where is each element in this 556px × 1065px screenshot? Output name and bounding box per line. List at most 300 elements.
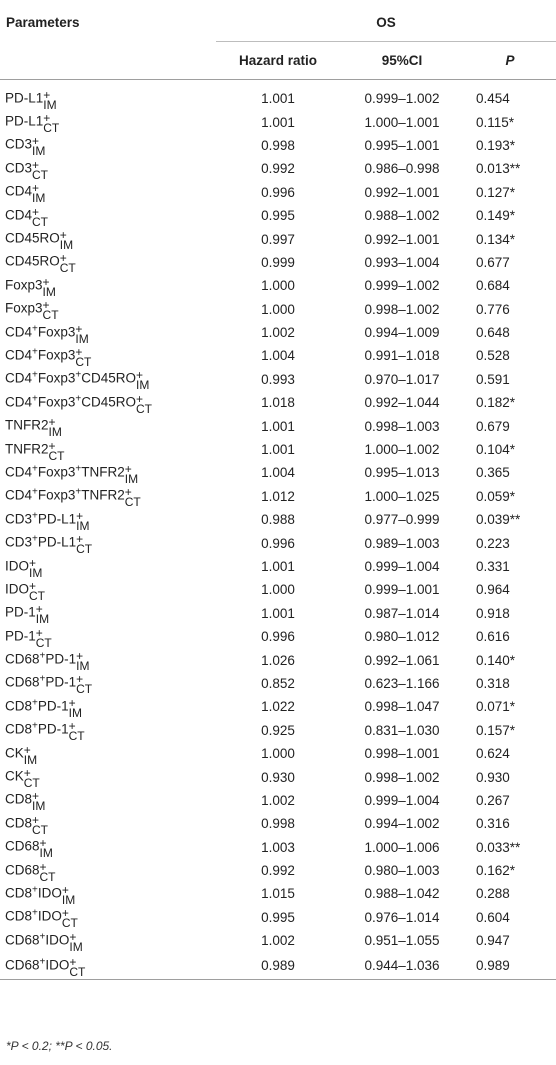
ci-cell: 0.623–1.166 [364,675,440,691]
parameter-positive-superscript: + [32,486,38,498]
parameter-positive-mark: + [32,789,40,804]
parameter-marker-text: TNFR2 [81,487,125,503]
parameter-region-stack [39,859,56,884]
p-value-cell: 0.331 [476,559,510,574]
parameter-positive-mark: + [76,508,84,523]
parameter-cell [0,414,216,440]
parameter-cell [0,508,216,531]
p-value-cell: 0.776 [476,301,510,317]
p-value-cell: 0.930 [476,769,510,785]
parameter-positive-mark: + [68,695,76,710]
parameter-region-stack [32,157,49,182]
table-row [0,531,556,554]
parameter-region-stack [42,274,56,299]
table-row [0,438,556,461]
parameter-region-stack [136,391,152,416]
hazard-ratio-cell: 1.026 [261,652,295,668]
table-row [0,836,556,859]
parameter-region-subscript: IM [75,331,89,346]
parameter-region-subscript: IM [124,471,139,486]
parameter-positive-mark: + [75,344,83,359]
hazard-ratio-cell: 1.018 [261,395,295,411]
table-row [0,461,556,484]
parameter-region-stack [69,929,83,954]
hazard-ratio-cell: 0.989 [216,952,340,980]
ci-cell: 0.987–1.014 [364,605,440,621]
parameter-region-subscript: CT [32,822,49,837]
parameter-region-subscript: IM [69,939,83,954]
parameter-positive-mark: + [32,812,40,827]
ci-cell: 0.999–1.002 [364,91,440,107]
parameter-cell [0,812,216,835]
parameter-region-stack [76,649,90,674]
ci-cell: 0.989–1.003 [364,535,440,551]
parameter-region-stack [75,321,89,346]
table-row [0,251,556,274]
hazard-ratio-cell: 1.001 [261,418,295,434]
parameter-marker-text: Foxp3 [37,324,76,340]
ci-header: 95%CI [340,42,464,80]
parameter-region-subscript: CT [75,354,92,369]
p-value-cell: 0.528 [476,348,510,364]
ci-cell: 0.999–1.004 [364,559,440,574]
parameter-marker-text: CD68 [5,862,40,878]
parameters-header-spacer [0,42,216,80]
parameter-marker-text: Foxp3 [5,300,43,316]
parameter-positive-mark: + [124,461,132,476]
parameter-positive-mark: + [23,766,31,781]
parameter-region-subscript: CT [76,682,93,697]
parameter-region-stack [48,438,65,463]
parameter-marker-text: PD-L1 [37,511,77,527]
ci-cell: 0.995–1.013 [364,465,440,481]
parameter-marker-text: PD-L1 [37,534,77,550]
table-row [0,298,556,321]
table-row [0,181,556,204]
parameter-positive-superscript: + [75,486,82,498]
parameter-cell [0,438,216,461]
parameter-positive-superscript: + [75,393,82,405]
parameter-positive-superscript: + [32,697,38,709]
hazard-ratio-cell: 1.000 [261,582,295,598]
ci-cell: 0.994–1.002 [364,816,440,832]
parameter-region-stack [59,251,76,276]
p-value-cell: 0.013** [476,161,521,177]
p-value-cell: 0.624 [476,746,510,762]
p-value-cell: 0.684 [476,278,510,294]
ci-cell: 0.977–0.999 [364,512,440,528]
table-row [0,765,556,788]
parameter-cell [0,742,216,765]
table-row [0,274,556,297]
parameter-marker-text: Foxp3 [37,370,76,386]
ci-cell: 0.998–1.002 [364,769,440,785]
os-group-header: OS [216,0,556,42]
ci-cell: 1.000–1.025 [364,488,440,504]
parameter-positive-mark: + [136,391,144,406]
parameter-region-stack [23,766,40,791]
p-value-cell: 0.964 [476,582,510,598]
hazard-ratio-cell: 1.001 [261,91,295,107]
table-row [0,695,556,718]
parameter-marker-text: PD-L1 [5,90,44,106]
p-value-cell: 0.677 [476,254,510,270]
parameter-marker-text: IDO [5,558,30,574]
p-value-cell: 0.104* [476,442,516,458]
ci-cell: 0.992–1.061 [364,652,440,668]
parameter-cell [0,391,216,414]
hazard-ratio-cell: 1.003 [261,839,295,855]
hazard-ratio-cell: 1.004 [261,348,295,364]
parameter-positive-superscript: + [75,369,82,381]
table-row [0,134,556,157]
ci-cell: 0.992–1.001 [364,184,440,200]
parameter-cell [0,531,216,557]
hazard-ratio-cell: 1.001 [261,559,295,574]
table-row [0,789,556,812]
hazard-ratio-cell: 0.852 [261,675,295,691]
parameter-region-stack [59,228,74,253]
parameter-positive-mark: + [32,134,40,149]
parameter-marker-text: CD3 [5,534,33,550]
parameter-marker-text: IDO [37,908,62,924]
header-row-group [0,0,556,42]
p-value-cell: 0.182* [476,395,516,411]
parameter-positive-superscript: + [32,907,38,919]
parameter-positive-mark: + [48,438,56,453]
ci-cell: 0.980–1.003 [364,863,440,879]
ci-cell: 0.944–1.036 [340,952,464,980]
parameter-marker-text: PD-1 [5,628,36,644]
parameter-region-subscript: CT [39,869,56,884]
p-value-cell: 0.918 [476,605,510,621]
parameter-cell [0,602,216,625]
parameter-positive-mark: + [68,719,76,734]
ci-cell: 0.999–1.002 [364,278,440,294]
parameter-cell [0,134,216,157]
parameter-positive-superscript: + [32,533,38,545]
parameter-region-subscript: IM [76,659,90,674]
p-value-cell: 0.115* [476,114,515,130]
parameter-region-subscript: CT [35,635,52,650]
parameter-region-stack [76,532,93,557]
parameter-cell [0,578,216,601]
parameter-positive-superscript: + [32,720,38,732]
parameter-marker-text: CD45RO [81,394,136,410]
parameter-cell [0,929,216,952]
table-row [0,929,556,952]
table-row [0,368,556,391]
p-value-cell: 0.033** [476,839,521,855]
parameter-marker-text: CD68 [5,675,40,691]
p-value-cell: 0.616 [476,629,510,645]
p-value-cell: 0.223 [476,535,510,551]
parameter-positive-mark: + [76,672,84,687]
parameter-region-stack [32,204,49,229]
p-value-cell: 0.127* [476,184,516,200]
parameter-marker-text: CD8 [5,721,33,737]
parameter-marker-text: Foxp3 [37,464,76,480]
hazard-ratio-cell: 1.022 [261,699,295,715]
parameter-positive-mark: + [69,954,77,969]
hazard-ratio-cell: 0.999 [261,254,295,270]
parameter-region-stack [43,111,60,136]
table-footnote: *P < 0.2; **P < 0.05. [6,1039,113,1053]
ci-cell: 0.970–1.017 [364,371,440,387]
parameter-cell [0,672,216,695]
table-row [0,742,556,765]
parameter-marker-text: CD45RO [5,253,60,269]
parameter-marker-text: Foxp3 [37,487,76,503]
hazard-ratio-cell: 0.988 [261,512,295,528]
parameter-cell [0,181,216,204]
p-value-cell: 0.989 [464,952,556,980]
parameter-cell [0,719,216,742]
table-row [0,204,556,227]
ci-cell: 0.951–1.055 [364,933,440,949]
parameter-positive-mark: + [29,555,37,570]
hazard-ratio-cell: 1.000 [261,301,295,317]
p-value-cell: 0.648 [476,325,510,341]
ci-cell: 0.976–1.014 [364,909,440,925]
parameter-positive-superscript: + [32,884,38,896]
parameter-positive-mark: + [32,181,40,196]
parameter-cell [0,952,216,980]
parameter-positive-mark: + [35,625,43,640]
parameter-region-stack [23,742,38,767]
parameter-region-subscript: IM [61,892,76,907]
ci-cell: 0.988–1.042 [364,886,440,902]
parameter-region-stack [124,461,139,486]
parameter-positive-mark: + [59,228,67,243]
parameter-positive-superscript: + [39,674,46,686]
header-row-columns [0,42,556,80]
parameter-marker-text: CD4 [5,324,33,340]
ci-cell: 0.998–1.047 [364,699,440,715]
parameter-marker-text: CD45RO [5,230,60,246]
table-row [0,672,556,695]
hazard-ratio-cell: 0.993 [261,371,295,387]
ci-cell: 0.998–1.002 [364,301,440,317]
parameter-region-stack [39,836,53,861]
hazard-ratio-header: Hazard ratio [216,42,340,80]
table-row [0,508,556,531]
hazard-ratio-cell: 0.996 [261,184,295,200]
table-row [0,625,556,648]
parameter-region-stack [35,602,50,627]
parameter-region-subscript: CT [76,542,93,557]
parameter-positive-mark: + [69,929,77,944]
parameter-region-subscript: IM [43,97,57,112]
parameter-positive-mark: + [75,321,83,336]
parameter-region-stack [48,415,62,440]
parameter-cell [0,648,216,674]
table-row [0,648,556,671]
table-row [0,952,556,980]
parameter-region-subscript: IM [136,378,150,393]
parameter-region-subscript: CT [32,214,49,229]
ci-cell: 0.992–1.044 [364,395,440,411]
parameter-region-subscript: IM [59,238,74,253]
parameter-region-stack [69,954,86,979]
ci-cell: 0.980–1.012 [364,629,440,645]
parameter-marker-text: CD68 [5,651,40,667]
p-value-cell: 0.140* [476,652,516,668]
parameter-region-subscript: IM [48,425,62,440]
parameter-marker-text: CD68 [5,957,40,973]
hazard-ratio-cell: 1.001 [261,605,295,621]
parameter-marker-text: CD8 [5,698,33,714]
parameter-marker-text: IDO [45,957,70,973]
parameter-positive-mark: + [42,298,50,313]
hazard-ratio-cell: 1.015 [261,886,295,902]
parameter-marker-text: CD3 [5,137,33,153]
parameter-marker-text: TNFR2 [81,464,125,480]
parameter-positive-mark: + [43,111,51,126]
p-value-cell: 0.679 [476,418,510,434]
parameter-region-subscript: CT [48,448,65,463]
hazard-ratio-cell: 1.004 [261,465,295,481]
parameter-region-stack [61,882,76,907]
parameter-marker-text: CK [5,745,24,761]
parameter-cell [0,157,216,180]
parameter-marker-text: CD45RO [81,370,136,386]
parameter-positive-superscript: + [32,510,38,522]
parameter-region-subscript: CT [29,588,46,603]
p-value-cell: 0.318 [476,675,510,691]
parameter-region-stack [124,485,141,510]
ci-cell: 0.831–1.030 [364,722,440,738]
parameter-positive-mark: + [136,368,144,383]
parameter-region-stack [68,719,85,744]
p-value-cell: 0.288 [476,886,510,902]
parameter-marker-text: Foxp3 [37,394,76,410]
hazard-ratio-cell: 1.001 [261,114,295,130]
parameter-region-subscript: CT [68,729,85,744]
hazard-ratio-cell: 0.992 [261,863,295,879]
parameter-region-subscript: IM [32,191,46,206]
hazard-ratio-cell: 1.000 [261,746,295,762]
ci-cell: 0.988–1.002 [364,208,440,224]
parameter-marker-text: CD4 [5,183,33,199]
table-row [0,602,556,625]
table-row [0,812,556,835]
parameter-positive-superscript: + [32,393,38,405]
parameter-cell [0,859,216,882]
hazard-ratio-cell: 0.992 [261,161,295,177]
parameter-region-subscript: IM [39,846,53,861]
ci-cell: 0.995–1.001 [364,137,440,153]
ci-cell: 0.993–1.004 [364,254,440,270]
parameter-region-subscript: IM [35,612,50,627]
parameter-positive-superscript: + [32,369,38,381]
parameter-region-subscript: IM [23,752,38,767]
table-row [0,882,556,905]
parameter-region-stack [76,672,93,697]
parameter-marker-text: CD4 [5,370,33,386]
hazard-ratio-cell: 1.002 [261,933,295,949]
parameter-marker-text: PD-1 [5,604,36,620]
ci-cell: 0.998–1.003 [364,418,440,434]
hazard-ratio-cell: 0.996 [261,629,295,645]
p-value-cell: 0.267 [476,792,510,808]
parameter-marker-text: CD3 [5,511,33,527]
p-value-cell: 0.316 [476,816,510,832]
p-value-cell: 0.149* [476,208,516,224]
parameter-marker-text: Foxp3 [37,347,76,363]
hazard-ratio-cell: 1.002 [261,792,295,808]
parameter-marker-text: CD8 [5,815,33,831]
parameter-region-stack [32,134,46,159]
table-row [0,578,556,601]
ci-cell: 0.999–1.001 [364,582,440,598]
parameter-region-stack [76,508,90,533]
p-value-cell: 0.157* [476,722,516,738]
parameter-marker-text: PD-1 [45,651,77,667]
parameter-marker-text: CK [5,768,24,784]
parameter-cell [0,695,216,718]
parameter-region-subscript: IM [68,705,82,720]
parameter-region-subscript: CT [136,401,152,416]
ci-cell: 0.998–1.001 [364,746,440,762]
parameter-marker-text: PD-1 [37,698,69,714]
parameter-positive-mark: + [61,906,69,921]
parameter-marker-text: CD68 [5,932,40,948]
p-value-header: P [464,42,556,80]
parameter-region-stack [68,695,82,720]
parameter-marker-text: CD3 [5,160,33,176]
parameter-positive-mark: + [59,251,67,266]
table-body [0,87,556,980]
table-row [0,391,556,414]
ci-cell: 0.992–1.001 [364,231,440,247]
parameter-marker-text: CD68 [5,838,40,854]
parameter-marker-text: PD-L1 [5,113,44,129]
parameter-positive-mark: + [76,532,84,547]
parameter-cell [0,368,216,391]
parameter-positive-mark: + [42,274,50,289]
parameter-positive-superscript: + [39,931,46,943]
p-value-cell: 0.365 [476,465,510,481]
parameter-positive-mark: + [29,578,37,593]
hazard-ratio-cell: 0.998 [261,137,295,153]
parameter-cell [0,87,216,110]
table-row [0,414,556,437]
parameter-region-subscript: IM [42,284,56,299]
hazard-ratio-cell: 0.930 [261,769,295,785]
parameter-cell [0,204,216,227]
ci-cell: 0.991–1.018 [364,348,440,364]
table-row [0,110,556,133]
parameter-region-subscript: CT [61,916,78,931]
hazard-ratio-cell: 1.012 [261,488,295,504]
hazard-ratio-cell: 1.002 [261,325,295,341]
parameter-cell [0,251,216,274]
p-value-cell: 0.039** [476,512,521,528]
hazard-ratio-cell: 0.997 [261,231,295,247]
ci-cell: 1.000–1.002 [364,442,440,458]
parameter-cell [0,836,216,859]
parameter-cell [0,461,216,484]
parameter-marker-text: CD4 [5,347,33,363]
table-row [0,344,556,367]
parameter-region-stack [29,578,46,603]
parameter-marker-text: CD4 [5,487,33,503]
parameter-region-subscript: CT [23,776,40,791]
parameter-region-stack [61,906,78,931]
hazard-ratio-cell: 0.925 [261,722,295,738]
parameter-positive-mark: + [39,859,47,874]
